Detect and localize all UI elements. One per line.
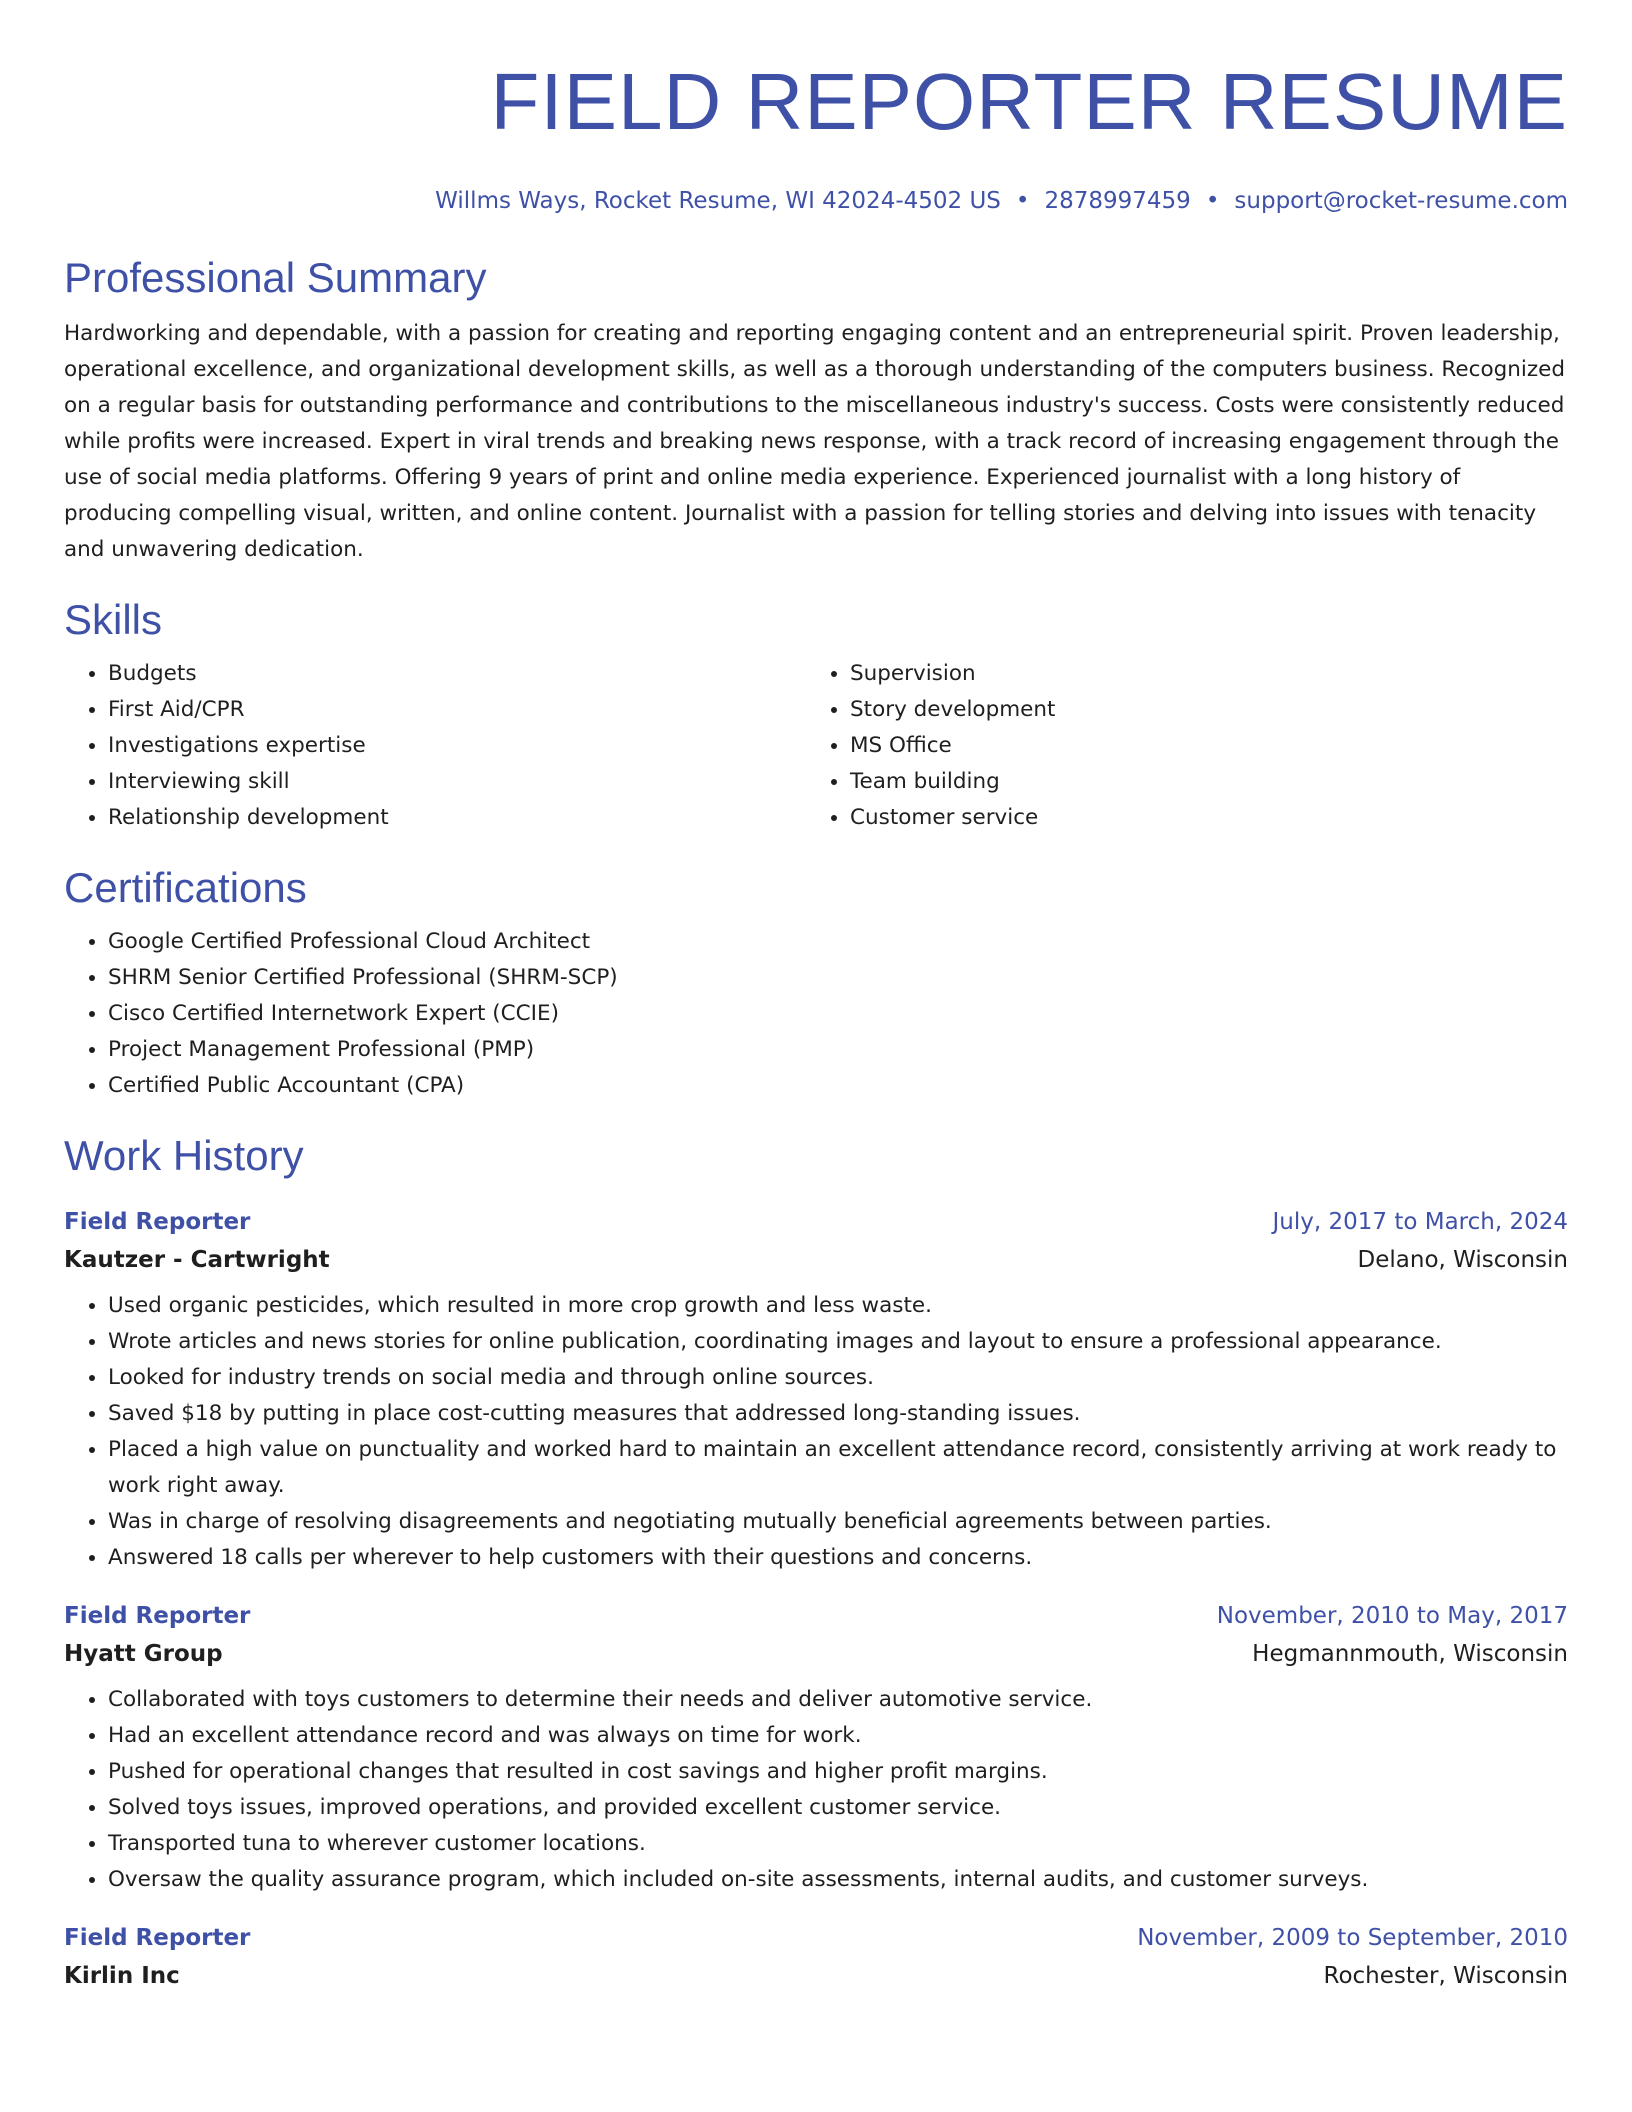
job-company: Hyatt Group (64, 1641, 223, 1667)
job-entry (64, 1598, 1568, 1898)
certification-item: • Certified Public Accountant (CPA) (108, 1068, 1568, 1104)
job-duty-item: • Answered 18 calls per wherever to help customers with their questions and concerns. (108, 1540, 1568, 1576)
skill-item: • Interviewing skill (108, 764, 806, 800)
skill-item: • MS Office (850, 728, 1548, 764)
certification-item: • Google Certified Professional Cloud Architect (108, 924, 1568, 960)
skills-heading: Skills (64, 596, 163, 643)
contact-separator: • (1015, 188, 1030, 214)
certification-item: • SHRM Senior Certified Professional (SHRM-SCP) (108, 960, 1568, 996)
summary-heading: Professional Summary (64, 254, 487, 301)
job-company: Kirlin Inc (64, 1963, 180, 1989)
contact-email: support@rocket-resume.com (1234, 188, 1568, 214)
resume-name: FIELD REPORTER RESUME (490, 57, 1568, 146)
job-company-row (64, 1634, 1568, 1674)
skills-grid (64, 656, 1568, 836)
job-dates: November, 2009 to September, 2010 (1137, 1925, 1568, 1951)
job-title: Field Reporter (64, 1209, 251, 1235)
job-title-row (64, 1204, 1568, 1240)
job-duty-item: • Was in charge of resolving disagreements and negotiating mutually beneficial agreements between parties. (108, 1504, 1568, 1540)
job-title: Field Reporter (64, 1603, 251, 1629)
job-dates: November, 2010 to May, 2017 (1216, 1603, 1568, 1629)
work-history-heading: Work History (64, 1132, 304, 1179)
skill-item: • Budgets (108, 656, 806, 692)
job-entry (64, 1920, 1568, 1996)
skills-list-right (806, 656, 1548, 836)
skill-item: • Story development (850, 692, 1548, 728)
job-duty-item: • Collaborated with toys customers to determine their needs and deliver automotive service. (108, 1682, 1568, 1718)
job-title-row (64, 1598, 1568, 1634)
certifications-list (64, 924, 1568, 1104)
contact-separator: • (1205, 188, 1220, 214)
skill-item: • First Aid/CPR (108, 692, 806, 728)
job-company-row (64, 1240, 1568, 1280)
job-duty-item: • Used organic pesticides, which resulted in more crop growth and less waste. (108, 1288, 1568, 1324)
job-company: Kautzer - Cartwright (64, 1247, 330, 1273)
job-duties-list (64, 1288, 1568, 1576)
job-location: Rochester, Wisconsin (1323, 1963, 1568, 1989)
summary-text: Hardworking and dependable, with a passion for creating and reporting engaging content and an entrepreneurial spirit. Proven leadership, operational excellence, and organizational development skills, as well as a thorough understanding of the computers business. Recognized on a regular basis for outstanding performance and contributions to the miscellaneous industry's success. Costs were consistently reduced while profits were increased. Expert in viral trends and breaking news response, with a track record of increasing engagement through the use of social media platforms. Offering 9 years of print and online media experience. Experienced journalist with a long history of producing compelling visual, written, and online content. Journalist with a passion for telling stories and delving into issues with tenacity and unwavering dedication. (64, 321, 1566, 562)
certifications-heading: Certifications (64, 864, 307, 911)
job-duty-item: • Solved toys issues, improved operations, and provided excellent customer service. (108, 1790, 1568, 1826)
job-duty-item: • Saved $18 by putting in place cost-cutting measures that addressed long-standing issues. (108, 1396, 1568, 1432)
job-duty-item: • Pushed for operational changes that resulted in cost savings and higher profit margins. (108, 1754, 1568, 1790)
contact-phone: 2878997459 (1044, 188, 1191, 214)
skill-item: • Customer service (850, 800, 1548, 836)
resume-header (64, 54, 1568, 216)
contact-address: Willms Ways, Rocket Resume, WI 42024-4502 US (435, 188, 1001, 214)
job-location: Delano, Wisconsin (1357, 1247, 1568, 1273)
job-title-row (64, 1920, 1568, 1956)
skill-item: • Investigations expertise (108, 728, 806, 764)
job-duty-item: • Had an excellent attendance record and was always on time for work. (108, 1718, 1568, 1754)
job-duty-item: • Placed a high value on punctuality and worked hard to maintain an excellent attendance record, consistently arriving at work ready to work right away. (108, 1432, 1568, 1504)
contact-line (64, 186, 1568, 216)
job-duty-item: • Transported tuna to wherever customer locations. (108, 1826, 1568, 1862)
skill-item: • Supervision (850, 656, 1548, 692)
job-title: Field Reporter (64, 1925, 251, 1951)
certification-item: • Project Management Professional (PMP) (108, 1032, 1568, 1068)
job-duty-item: • Oversaw the quality assurance program, which included on-site assessments, internal audits, and customer surveys. (108, 1862, 1568, 1898)
job-duty-item: • Looked for industry trends on social media and through online sources. (108, 1360, 1568, 1396)
job-duties-list (64, 1682, 1568, 1898)
job-company-row (64, 1956, 1568, 1996)
job-duty-item: • Wrote articles and news stories for online publication, coordinating images and layout to ensure a professional appearance. (108, 1324, 1568, 1360)
skill-item: • Relationship development (108, 800, 806, 836)
skills-list-left (64, 656, 806, 836)
job-entry (64, 1204, 1568, 1576)
skill-item: • Team building (850, 764, 1548, 800)
job-dates: July, 2017 to March, 2024 (1272, 1209, 1568, 1235)
certification-item: • Cisco Certified Internetwork Expert (CCIE) (108, 996, 1568, 1032)
job-location: Hegmannmouth, Wisconsin (1252, 1641, 1568, 1667)
